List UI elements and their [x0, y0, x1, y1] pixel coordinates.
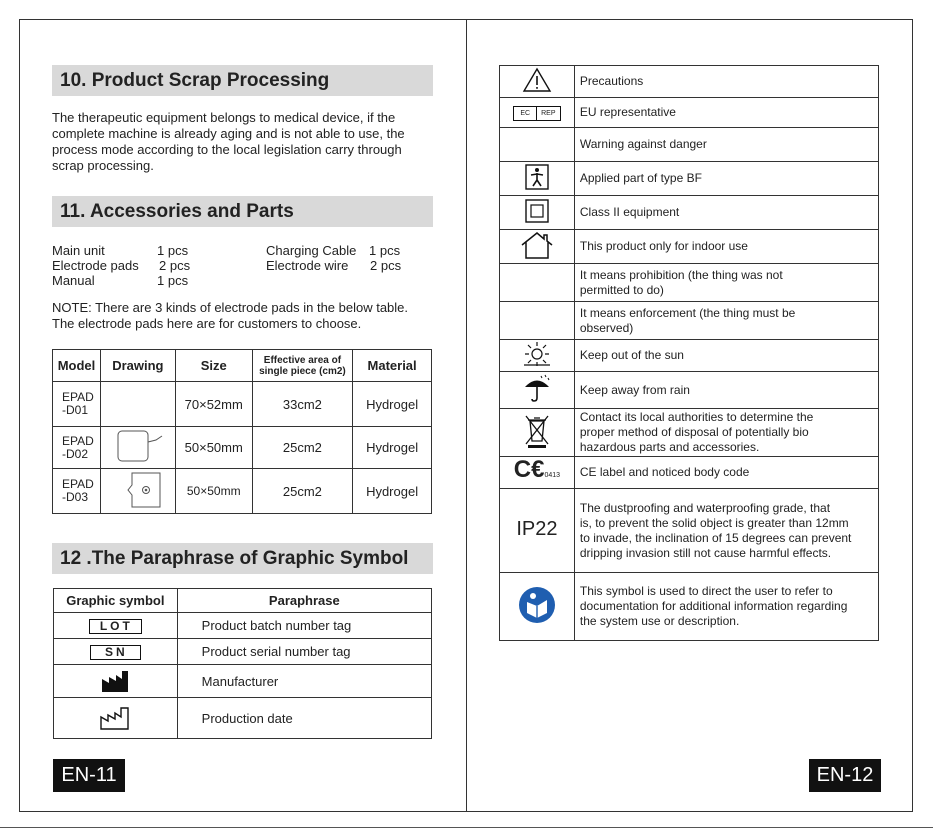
square-pad-icon [108, 428, 168, 464]
symbol-cell [500, 302, 575, 340]
description-cell [574, 457, 878, 489]
description-line: dripping invasion still not cause harmful effects. [579, 545, 832, 560]
description-cell [574, 98, 878, 128]
note-line: The electrode pads here are for customers to choose. [52, 316, 362, 331]
drawing-cell [100, 469, 175, 514]
model-line: -D02 [62, 446, 89, 461]
lot-icon: LOT [89, 619, 142, 634]
symbol-cell [54, 613, 178, 639]
table-row [53, 382, 432, 427]
description-line: Applied part of type BF [579, 171, 702, 185]
table-row [500, 409, 879, 457]
graphic-symbol-table [53, 588, 432, 739]
size-cell: 50×50mm [175, 427, 252, 469]
symbol-cell [500, 66, 575, 98]
description-cell [574, 162, 878, 196]
description-line: Warning against danger [579, 137, 707, 151]
table-row [500, 230, 879, 264]
header-model: Model [53, 350, 101, 382]
area-cell: 33cm2 [252, 382, 353, 427]
section-10-title: 10. Product Scrap Processing [60, 69, 330, 91]
table-row [500, 196, 879, 230]
description-line: This product only for indoor use [579, 239, 748, 253]
description-line: Keep away from rain [579, 382, 690, 397]
accessory-name: Manual [52, 273, 95, 288]
ec-rep-icon [513, 106, 560, 121]
description-line: Keep out of the sun [579, 348, 684, 362]
description-line: is, to prevent the solid object is greater than 12mm [579, 515, 849, 530]
description-line: It means prohibition (the thing was not [579, 267, 783, 282]
symbol-cell [54, 665, 178, 698]
table-row [500, 573, 879, 641]
symbol-cell [500, 573, 575, 641]
description-cell [574, 196, 878, 230]
table-row [500, 98, 879, 128]
table-row [53, 469, 432, 514]
description-line: The dustproofing and waterproofing grade, that [579, 500, 831, 515]
description-line: proper method of disposal of potentially bio [579, 425, 809, 439]
accessory-qty: 1 pcs [369, 243, 401, 258]
symbol-cell [500, 409, 575, 457]
paragraph-line: scrap processing. [52, 158, 154, 173]
header-graphic-symbol: Graphic symbol [54, 589, 178, 613]
paraphrase-cell: Manufacturer [177, 665, 431, 698]
description-line: Contact its local authorities to determine the [579, 410, 814, 424]
header-size: Size [175, 350, 252, 382]
description-line: the system use or description. [579, 614, 740, 628]
model-cell [53, 427, 101, 469]
ce-mark-icon [513, 456, 561, 483]
table-row [54, 698, 432, 739]
table-row [500, 372, 879, 409]
description-cell [574, 230, 878, 264]
notified-body-code: 0413 [544, 472, 561, 479]
accessory-item [52, 273, 190, 288]
accessory-item [52, 243, 190, 258]
description-line: CE label and noticed body code [579, 465, 750, 479]
table-row [500, 264, 879, 302]
paraphrase-cell: Product batch number tag [177, 613, 431, 639]
header-drawing: Drawing [100, 350, 175, 382]
accessory-item [266, 258, 401, 273]
table-row [500, 128, 879, 162]
model-line: EPAD [62, 433, 94, 448]
description-cell [574, 66, 878, 98]
read-manual-icon [518, 586, 556, 624]
header-area-line: single piece (cm2) [259, 365, 346, 377]
accessory-name: Electrode pads [52, 258, 139, 273]
model-cell [53, 382, 101, 427]
page-number-left: EN-11 [53, 759, 125, 792]
rep-label: REP [541, 110, 556, 117]
table-row [54, 613, 432, 639]
table-row [53, 427, 432, 469]
umbrella-icon [521, 374, 553, 402]
material-cell: Hydrogel [353, 382, 432, 427]
model-line: EPAD [62, 477, 94, 491]
area-cell: 25cm2 [252, 469, 353, 514]
material-cell: Hydrogel [353, 427, 432, 469]
symbol-cell [500, 340, 575, 372]
header-material: Material [353, 350, 432, 382]
description-cell [574, 128, 878, 162]
model-line: EPAD [62, 390, 94, 404]
table-row [500, 66, 879, 98]
description-cell [574, 409, 878, 457]
material-cell: Hydrogel [353, 469, 432, 514]
type-bf-icon [525, 164, 549, 190]
symbol-cell [500, 489, 575, 573]
description-line: Class II equipment [579, 205, 680, 219]
sn-icon: SN [90, 645, 141, 660]
symbol-cell [500, 372, 575, 409]
description-cell [574, 264, 878, 302]
accessory-name: Charging Cable [266, 243, 357, 258]
description-cell [574, 489, 878, 573]
symbol-cell [500, 98, 575, 128]
warning-triangle-icon [522, 67, 552, 93]
section-10-heading [52, 65, 433, 96]
header-paraphrase: Paraphrase [177, 589, 431, 613]
description-cell [574, 372, 878, 409]
accessory-qty: 1 pcs [157, 243, 189, 258]
ce-mark: C€ [513, 456, 545, 483]
model-line: -D03 [62, 490, 89, 504]
description-line: observed) [579, 320, 634, 335]
accessory-name: Electrode wire [266, 258, 349, 273]
symbol-cell [54, 698, 178, 739]
header-effective-area [252, 350, 353, 382]
electrode-pads-table [52, 349, 432, 514]
description-line: hazardous parts and accessories. [579, 440, 760, 454]
accessories-list-right [266, 243, 401, 273]
description-line: permitted to do) [579, 282, 664, 297]
paraphrase-cell: Product serial number tag [177, 639, 431, 665]
table-row [54, 639, 432, 665]
section-12-title: 12 .The Paraphrase of Graphic Symbol [60, 547, 409, 569]
paragraph-line: The therapeutic equipment belongs to medical device, if the [52, 110, 396, 125]
paraphrase-cell: Production date [177, 698, 431, 739]
drawing-cell [100, 382, 175, 427]
description-cell [574, 573, 878, 641]
table-row [500, 489, 879, 573]
table-row [54, 665, 432, 698]
table-row [500, 340, 879, 372]
description-cell [574, 302, 878, 340]
description-line: EU representative [579, 105, 676, 119]
size-cell: 50×50mm [175, 469, 252, 514]
description-line: documentation for additional information regarding [579, 599, 848, 613]
section-11-title: 11. Accessories and Parts [60, 200, 294, 222]
note-line: NOTE: There are 3 kinds of electrode pads in the below table. [52, 300, 409, 315]
class-ii-icon [525, 199, 549, 223]
table-row [500, 302, 879, 340]
ec-label: EC [514, 107, 537, 120]
symbol-cell [500, 230, 575, 264]
accessories-list-left [52, 243, 190, 288]
accessory-item [52, 258, 190, 273]
accessory-item [266, 243, 401, 258]
note-text [52, 300, 432, 332]
accessory-qty: 2 pcs [159, 258, 191, 273]
model-line: -D01 [62, 403, 89, 417]
size-cell: 70×52mm [175, 382, 252, 427]
symbol-cell [500, 162, 575, 196]
bottom-rule [0, 827, 933, 828]
symbols-table [499, 65, 879, 641]
model-cell [53, 469, 101, 514]
description-line: It means enforcement (the thing must be [579, 305, 796, 320]
drawing-cell [100, 427, 175, 469]
page-divider [466, 19, 467, 812]
paragraph-line: process mode according to the local legislation carry through [52, 142, 402, 157]
paragraph-line: complete machine is already aging and is not able to use, the [52, 126, 405, 141]
crossed-bin-icon [523, 413, 551, 449]
section-11-heading [52, 196, 433, 227]
description-line: Precautions [579, 74, 644, 88]
accessory-qty: 1 pcs [157, 273, 189, 288]
description-cell [574, 340, 878, 372]
indoor-house-icon [520, 231, 554, 259]
symbol-cell [500, 128, 575, 162]
area-cell: 25cm2 [252, 427, 353, 469]
ip22-label: IP22 [516, 518, 558, 540]
sun-icon [521, 341, 553, 367]
factory-outline-icon [99, 705, 131, 731]
description-line: This symbol is used to direct the user to refer to [579, 584, 833, 598]
accessory-qty: 2 pcs [370, 258, 402, 273]
section-10-paragraph [52, 110, 432, 174]
symbol-cell [500, 196, 575, 230]
factory-filled-icon [100, 669, 130, 693]
header-area-line: Effective area of [263, 354, 342, 366]
page-number-right: EN-12 [809, 759, 881, 792]
symbol-cell [500, 457, 575, 489]
symbol-cell [54, 639, 178, 665]
description-line: to invade, the inclination of 15 degrees can prevent [579, 530, 852, 545]
section-12-heading [52, 543, 433, 574]
table-row [500, 457, 879, 489]
accessory-name: Main unit [52, 243, 105, 258]
table-row [500, 162, 879, 196]
symbol-cell [500, 264, 575, 302]
snap-pad-icon [108, 471, 168, 509]
